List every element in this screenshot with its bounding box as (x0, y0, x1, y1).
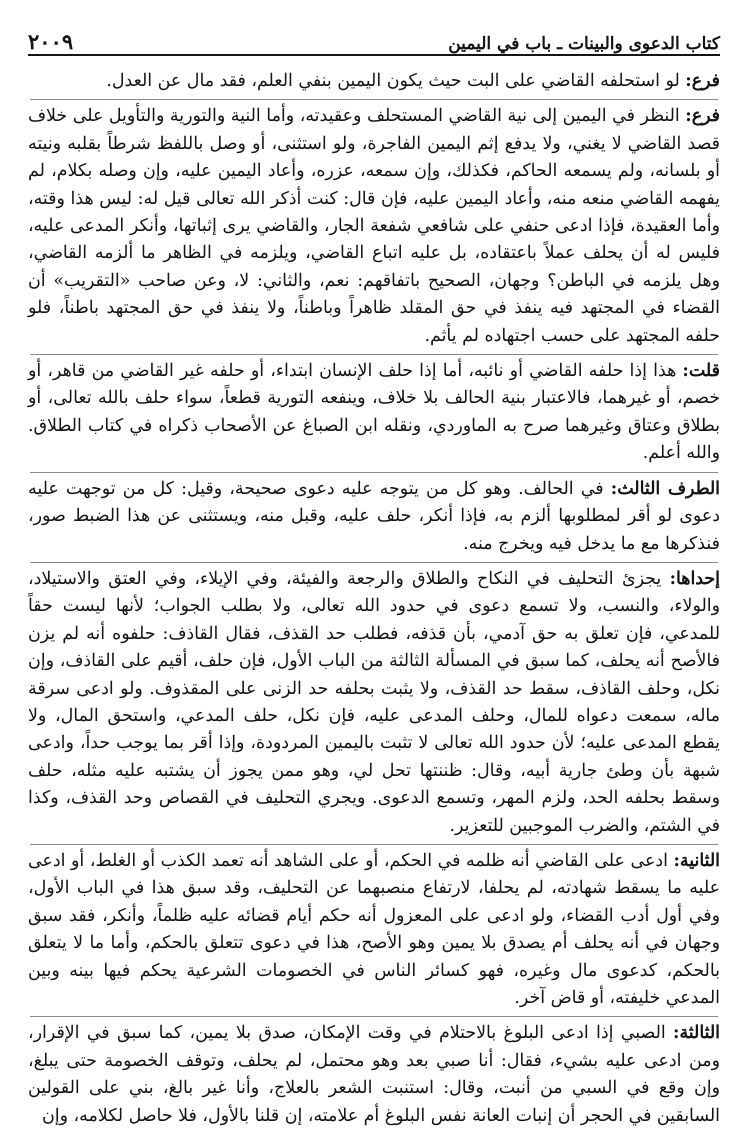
paragraph-text: ادعى على القاضي أنه ظلمه في الحكم، أو على الشاهد أنه تعمد الكذب أو الغلط، أو ادعى عليه ما يسقط شهادته، لم يحلفا، لارتفاع منصبهما عن التحليف، وقد سبق هذا في الباب الأول، وفي أول أدب القضاء، ولو ادعى على المعزول أنه حكم أيام قضائه عليه ظلماً، وأنكر، فقد سبق وجهان في أنه يحلف أم يصدق بلا يمين وهو الأصح، هذا في دعوى تتعلق بالحكم، وأما ما لا يتعلق بالحكم، كدعوى مال وغيره، فهو كسائر الناس في الخصومات الشرعية يحكم فيها بينه وبين المدعي خليفته، أو قاض آخر. (28, 850, 720, 1008)
paragraph-text: الصبي إذا ادعى البلوغ بالاحتلام في وقت الإمكان، صدق بلا يمين، كما سبق في الإقرار، ومن ادعى عليه بشيء، فقال: أنا صبي بعد وهو محتمل، لم يحلف، وتوقف الخصومة حتى يبلغ، وإن وقع في السبي من أنبت، وقال: استنبت الشعر بالعلاج، وأنا غير بالغ، بني على القولين السابقين في الحجر أن إنبات العانة نفس البلوغ أم علامته، إن قلنا بالأول، فلا حاصل لكلامه، وإن (28, 1023, 720, 1126)
paragraph-text: النظر في اليمين إلى نية القاضي المستحلف وعقيدته، وأما النية والتورية والتأويل على خلاف قصد القاضي لا يغني، ولا يدفع إثم اليمين الفاجرة، ولو استثنى، أو وصل باللفظ شرطاً بقلبه ونيته أو بلسانه، ولم يسمعه الحاكم، فكذلك، وإن سمعه، عزره، وأعاد اليمين عليه، وإن وصله بكلام، لم يفهمه القاضي منعه منه، وأعاد اليمين عليه، فإن قال: كنت أذكر الله تعالى قيل له: ليس هذا وقته، وأما العقيدة، فإذا ادعى حنفي على شافعي شفعة الجار، والقاضي يرى إثباتها، وأنكر المدعى عليه، فليس له أن يحلف عملاً باعتقاده، بل عليه اتباع القاضي، ويلزمه في الظاهر ما ألزمه القاضي، وهل يلزمه في الباطن؟ وجهان، الصحيح باتفاقهم: نعم، والثاني: لا، وعن صاحب «التقريب» أن القضاء في المجتهد فيه ينفذ في حق المقلد ظاهراً وباطناً، ولا ينفذ في حق المجتهد باطناً، فلو حلفه المجتهد على حسب اجتهاده لم يأثم. (28, 106, 720, 346)
paragraph-label: قلت: (682, 361, 720, 382)
paragraph-text: لو استحلفه القاضي على البت حيث يكون اليمين بنفي العلم، فقد مال عن العدل. (106, 71, 686, 91)
paragraph-label: الثالثة: (673, 1023, 720, 1044)
paragraph-text: هذا إذا حلفه القاضي أو نائبه، أما إذا حلف الإنسان ابتداء، أو حلفه غير القاضي من قاهر، أو خصم، أو غيرهما، فالاعتبار بنية الحالف بلا خلاف، وينفعه التورية قطعاً، سواء حلف بالله تعالى، أو بطلاق وعتاق وغيرهما صرح به الماوردي، ونقله ابن الصباغ عن الأصحاب ذكراه في كتاب الطلاق. والله أعلم. (28, 361, 720, 464)
divider (30, 562, 718, 563)
paragraph-text: يجزئ التحليف في النكاح والطلاق والرجعة والفيئة، وفي الإيلاء، وفي العتق والاستيلاد، والولاء، والنسب، ولا تسمع دعوى في حدود الله تعالى، ولا بطلب الجواب؛ لأنها ليست حقاً للمدعي، فإن تعلق به حق آدمي، بأن قذفه، فطلب حد القذف، فقال القاذف: حلفوه أنه لم يزن فالأصح أنه يحلف، كما سبق في المسألة الثالثة من الباب الأول، فإن حلف، أقيم على القاذف، وإن نكل، وحلف القاذف، سقط حد القذف، ولا يثبت بحلفه حد الزنى على المقذوف. ولو ادعى سرقة ماله، سمعت دعواه للمال، وحلف المدعى عليه، فإن نكل، حلف المدعي، واستحق المال، ولا يقطع المدعى عليه؛ لأن حدود الله تعالى لا تثبت باليمين المردودة، وإذا أقر بما يوجب حداً، وادعى شبهة بأن وطئ جارية أبيه، وقال: ظننتها تحل لي، وهو ممن يجوز أن يشتبه عليه مثله، حلف وسقط بحلفه الحد، ولزم المهر، وتسمع الدعوى. ويجري التحليف في القصاص وحد القذف، وكذا في الشتم، والضرب الموجبين للتعزير. (28, 568, 720, 836)
divider (30, 844, 718, 845)
paragraph (28, 476, 720, 558)
paragraph-label: الطرف الثالث: (610, 478, 721, 499)
paragraph-label: فرع: (685, 106, 720, 127)
paragraph-label: فرع: (685, 71, 720, 91)
chapter-title: كتاب الدعوى والبينات ـ باب في اليمين (448, 34, 720, 54)
paragraph-label: الثانية: (673, 850, 720, 871)
paragraph-label: إحداها: (669, 568, 720, 589)
paragraph (28, 1020, 720, 1130)
page-body (28, 56, 720, 1130)
paragraph-text: في الحالف. وهو كل من يتوجه عليه دعوى صحيحة، وقيل: كل من توجهت عليه دعوى لو أقر لمطلوبها ألزم به، فإذا أنكر، حلف عليه، وقبل منه، ويستثنى عن هذا الضبط صور، فنذكرها مع ما يدخل فيه ويخرج منه. (28, 478, 720, 554)
running-header (28, 24, 720, 56)
page-number: ٢٠٠٩ (28, 29, 74, 54)
paragraph (28, 566, 720, 840)
divider (30, 1016, 718, 1017)
paragraph (28, 103, 720, 350)
paragraph (28, 68, 720, 95)
paragraph (28, 848, 720, 1012)
paragraph (28, 358, 720, 468)
divider (30, 99, 718, 100)
divider (30, 354, 718, 355)
divider (30, 472, 718, 473)
